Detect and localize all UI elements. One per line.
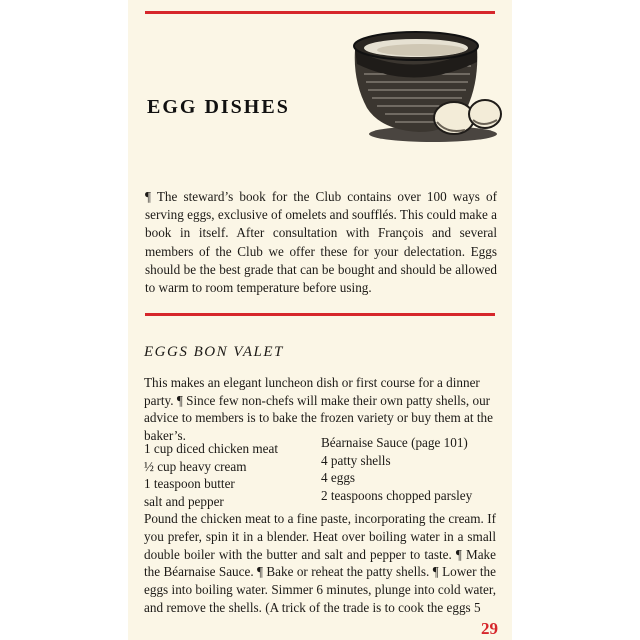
top-red-rule	[145, 11, 495, 14]
intro-paragraph: ¶ The steward’s book for the Club contains over 100 ways of serving eggs, exclusive of omelets and soufflés. This could make a book in itself. After consultation with François and several members of the Club we offer these for your delectation. Eggs should be the best grade that can be bought and should be allowed to warm to room temperature before using.	[145, 189, 497, 296]
ingredient: Béarnaise Sauce (page 101)	[321, 435, 468, 450]
ingredients-left-column	[144, 440, 278, 510]
recipe-title: EGGS BON VALET	[144, 344, 284, 360]
section-title: EGG DISHES	[147, 96, 290, 118]
mid-red-rule	[145, 313, 495, 316]
recipe-intro: This makes an elegant luncheon dish or first course for a dinner party. ¶ Since few non-chefs will make their own patty shells, our advice to members is to bake the frozen variety or buy them at the baker’s.	[144, 375, 493, 443]
ingredient: 2 teaspoons chopped parsley	[321, 487, 473, 503]
ingredient: 1 cup diced chicken meat	[144, 441, 279, 456]
method-paragraph: Pound the chicken meat to a fine paste, incorporating the cream. If you prefer, spin it in a blender. Heat over boiling water in a small double boiler with the butter and salt and pepper to taste. ¶ Make the Béarnaise Sauce. ¶ Bake or reheat the patty shells. ¶ Lower the eggs into boiling water. Simmer 6 minutes, plunge into cold water, and remove the shells. (A trick of the trade is to cook the eggs 5	[144, 511, 496, 615]
ingredient: 4 patty shells	[321, 452, 391, 468]
ingredient: 1 teaspoon butter	[144, 476, 235, 492]
ingredient: 4 eggs	[321, 470, 356, 486]
ingredient: salt and pepper	[144, 493, 224, 509]
book-page	[128, 0, 512, 640]
page-number: 29	[481, 619, 498, 638]
ingredient: ½ cup heavy cream	[144, 458, 247, 474]
ingredients-right-column	[321, 434, 472, 504]
bowl-and-eggs-icon	[333, 22, 503, 150]
